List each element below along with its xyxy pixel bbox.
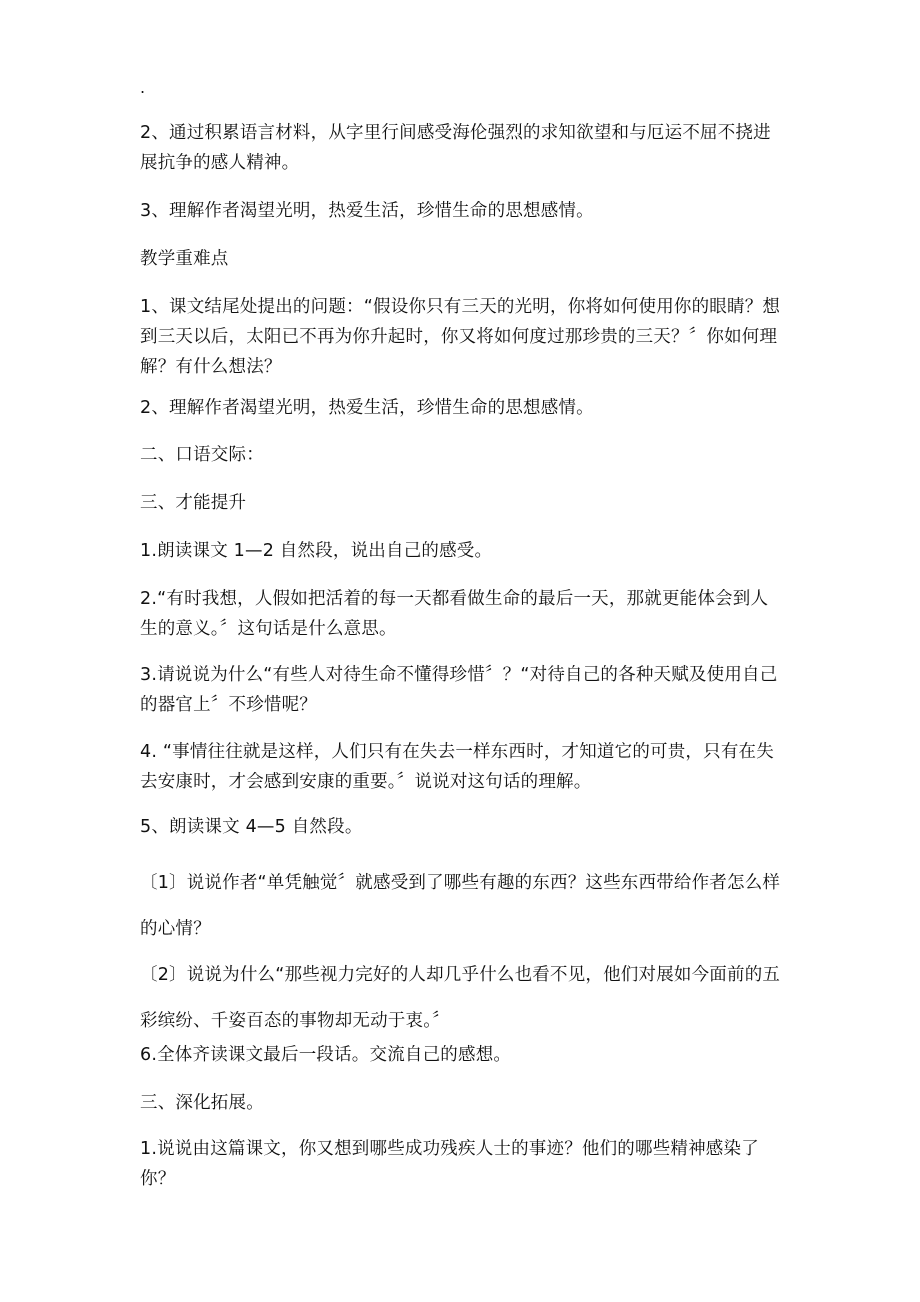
top-mark: . [140,78,146,97]
paragraph-key-point-2: 2、理解作者渴望光明，热爱生活，珍惜生命的思想感情。 [140,398,594,418]
paragraph-task-1: 1.朗读课文 1—2 自然段，说出自己的感受。 [140,541,493,561]
section-heading-key-points: 教学重难点 [140,249,229,269]
paragraph-goal-2: 2、通过积累语言材料，从字里行间感受海伦强烈的求知欲望和与厄运不屈不挠进展抗争的感人精神。 [140,123,771,173]
paragraph-subtask-1: 〔1〕说说作者“单凭触觉〞就感受到了哪些有趣的东西？这些东西带给作者怎么样的心情？ [140,873,781,939]
paragraph-task-6: 6.全体齐读课文最后一段话。交流自己的感想。 [140,1045,512,1065]
section-heading-oral: 二、口语交际： [140,445,264,465]
section-heading-extension: 三、深化拓展。 [140,1093,264,1113]
paragraph-key-point-1: 1、课文结尾处提出的问题：“假设你只有三天的光明，你将如何使用你的眼睛？想到三天以后，太阳已不再为你升起时，你又将如何度过那珍贵的三天？〞你如何理解？有什么想法？ [140,297,781,377]
paragraph-task-2: 2.“有时我想，人假如把活着的每一天都看做生命的最后一天，那就更能体会到人生的意义。〞这句话是什么意思。 [140,589,769,639]
paragraph-extension-1: 1.说说由这篇课文，你又想到哪些成功残疾人士的事迹？他们的哪些精神感染了你？ [140,1139,759,1189]
paragraph-subtask-2: 〔2〕说说为什么“那些视力完好的人却几乎什么也看不见，他们对展如今面前的五彩缤纷、千姿百态的事物却无动于衷。〞 [140,965,781,1031]
paragraph-task-5: 5、朗读课文 4—5 自然段。 [140,817,363,837]
section-heading-ability: 三、才能提升 [140,493,247,513]
paragraph-goal-3: 3、理解作者渴望光明，热爱生活，珍惜生命的思想感情。 [140,201,594,221]
paragraph-task-4: 4. “事情往往就是这样，人们只有在失去一样东西时，才知道它的可贵，只有在失去安康时，才会感到安康的重要。〞说说对这句话的理解。 [140,742,774,792]
paragraph-task-3: 3.请说说为什么“有些人对待生命不懂得珍惜〞？“对待自己的各种天赋及使用自己的器官上〞不珍惜呢？ [140,665,778,715]
